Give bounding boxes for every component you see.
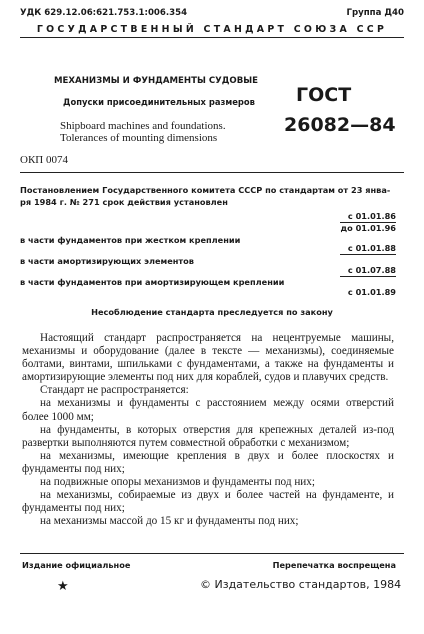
title-ru: МЕХАНИЗМЫ И ФУНДАМЕНТЫ СУДОВЫЕ — [54, 76, 259, 86]
star-icon: ★ — [57, 578, 69, 593]
gost-label: ГОСТ — [296, 84, 352, 106]
decree-date-3: с 01.01.88 — [347, 243, 396, 253]
paragraph-exclusion-3: на механизмы, имеющие крепления в двух и более плоскостях и фундаменты под них; — [22, 449, 394, 475]
paragraph-scope: Настоящий стандарт распространяется на нецентруемые машины, механизмы и оборудование (далее в тексте — механизмы), соединяемые болтами, винтами, шпильками с фундаментами, а также на фундаменты и амортизирующие элементы под них для кораблей, судов и плавучих средств. — [22, 332, 394, 384]
gost-number: 26082—84 — [284, 114, 396, 136]
decree-date-1: с 01.01.86 — [347, 211, 396, 221]
date-rule-2 — [340, 254, 396, 255]
decree-date-5: с 01.01.89 — [347, 287, 396, 297]
body-text — [22, 332, 394, 528]
title-en-1: Shipboard machines and foundations. — [60, 120, 226, 132]
reprint-notice: Перепечатка воспрещена — [272, 560, 396, 570]
paragraph-exclusion-4: на подвижные опоры механизмов и фундаменты под них; — [40, 476, 315, 489]
publisher: © Издательство стандартов, 1984 — [200, 578, 402, 591]
paragraph-exclusion-2: на фундаменты, в которых отверстия для крепежных деталей из-под развертки выполняются путем совместной обработки с механизмом; — [22, 423, 394, 449]
subtitle-ru: Допуски присоединительных размеров — [63, 97, 255, 107]
header-rule — [20, 37, 404, 38]
law-notice: Несоблюдение стандарта преследуется по закону — [91, 307, 333, 317]
decree-line-1: Постановлением Государственного комитета СССР по стандартам от 23 янва- — [20, 185, 391, 195]
decree-item-1: в части фундаментов при жестком креплении — [20, 235, 241, 245]
okp-rule — [20, 172, 404, 173]
official-edition: Издание официальное — [22, 560, 131, 570]
decree-line-2: ря 1984 г. № 271 срок действия установлен — [20, 197, 228, 207]
decree-date-4: с 01.07.88 — [347, 265, 396, 275]
udc-code: УДК 629.12.06:621.753.1:006.354 — [20, 8, 188, 18]
footer-rule — [20, 553, 404, 554]
standard-org: ГОСУДАРСТВЕННЫЙ СТАНДАРТ СОЮЗА ССР — [36, 24, 388, 35]
decree-item-3: в части фундаментов при амортизирующем креплении — [20, 277, 285, 287]
paragraph-exclusion-6: на механизмы массой до 15 кг и фундаменты под них; — [40, 515, 299, 528]
paragraph-exclusion-5: на механизмы, собираемые из двух и более частей на фундаменте, и фундаменты под них; — [22, 489, 394, 515]
group-code: Группа Д40 — [346, 8, 404, 18]
decree-date-2: до 01.01.96 — [340, 223, 396, 233]
paragraph-exclusion-1: на механизмы и фундаменты с расстоянием между осями отверстий более 1000 мм; — [22, 397, 394, 423]
decree-item-2: в части амортизирующих элементов — [20, 256, 194, 266]
okp-code: ОКП 0074 — [20, 154, 68, 166]
paragraph-exclusions-intro: Стандарт не распространяется: — [40, 384, 189, 397]
title-en-2: Tolerances of mounting dimensions — [60, 132, 218, 144]
date-rule-3 — [340, 276, 396, 277]
